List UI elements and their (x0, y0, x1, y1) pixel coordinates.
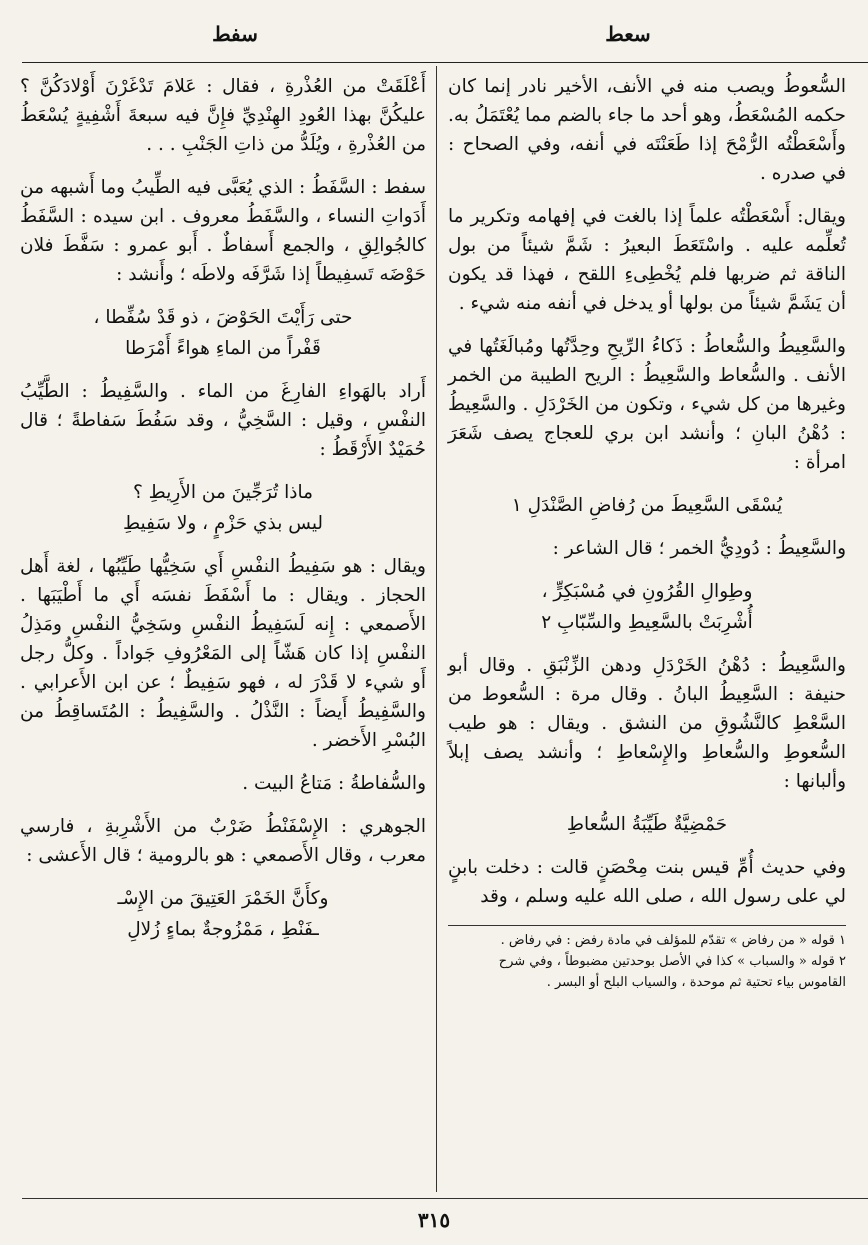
paragraph: أَراد بالهَواءِ الفارِغَ من الماء . والسَّفِيطُ : الطَّيِّبُ النفْسِ ، وقيل : السَّخِيُّ ، وقد سَفُطَ سَفاطةً ؛ قال حُمَيْدٌ الأَرْقَطُ : (20, 381, 426, 460)
verse-line: حتى رَأَيْتَ الحَوْضَ ، ذو قَدْ سُفِّطا ، (93, 307, 353, 328)
paragraph: ويقال : هو سَفِيطُ النفْسِ أَي سَخِيُّها طَيِّبُها ، لغة أَهل الحجاز . ويقال : ما أَسْفَطَ نفسَه أَي ما أَطْيَبَها . الأَصمعي : إِنه لَسَفِيطُ النفْسِ وسَخِيُّ النفْسِ ومَذِلُ النفْسِ إذا كان هَشّاً إلى المَعْرُوفِ جَواداً . وكلُّ رجل أَو شيء لا قَدْرَ له ، فهو سَفِيطٌ ؛ عن ابن الأَعرابي . والسَّفِيطُ أَيضاً : النَّذْلُ . والسَّفِيطُ : المُتَساقِطُ من البُسْرِ الأَخضر . (20, 556, 426, 751)
verse-line: ليس بذي حَزْمٍ ، ولا سَفِيطِ (122, 513, 324, 534)
entry-paragraph: سفط : السَّفَطُ : الذي يُعَبَّى فيه الطِّيبُ وما أَشبهه من أَدَواتِ النساء ، والسَّفَطُ معروف . ابن سيده : السَّفَطُ كالجُوالِقِ ، والجمع أَسفاطٌ . أَبو عمرو : سَفَّطَ فلان حَوْضَه تَسفِيطاً إذا شَرَّفَه ولاطَه ؛ وأَنشد : (20, 177, 426, 285)
verse-line: قَفْراً من الماءِ هواءً أَمْرَطا (125, 338, 321, 359)
paragraph: والسَّعِيطُ : دُودِيُّ الخمر ؛ قال الشاعر : (552, 538, 846, 559)
left-column (20, 72, 426, 958)
paragraph: السُّعوطُ ويصب منه في الأنف، الأخير نادر إنما كان حكمه المُسْعَطُ، وهو أحد ما جاء بالضم مما يُعْتَمَلُ به. وأَسْعَطْتُه الرُّمْحَ إذا طَعَنْتَه في أنفه، وفي الصحاح : في صدره . (448, 76, 846, 184)
verse-line: ـفَنْطِ ، مَمْزُوجةٌ بماءٍ زُلالِ (127, 919, 319, 940)
verse (20, 884, 426, 944)
paragraph: ويقال: أَسْعَطْتُه علماً إذا بالغت في إفهامه وتكرير ما تُعلِّمه عليه . واسْتَعَطَ البعيرُ : شَمَّ شيئاً من بول الناقة ثم ضربها فلم يُخْطِىءِ اللقح ، فهذا قد يكون أن يَشَمَّ شيئاً من بولها أو يدخل في أنفه منه شيء . (448, 206, 846, 314)
verse-line: يُسْقَى السَّعِيطَ من رُفاضِ الصَّنْدَلِ ١ (511, 495, 783, 516)
running-head-right: سعط (605, 22, 651, 46)
right-column (448, 72, 846, 993)
verse (448, 491, 846, 520)
paragraph: والسُّفاطةُ : مَتاعُ البيت . (242, 773, 426, 794)
footnote-rule (448, 925, 846, 926)
footnote: ١ قوله « من رفاض » تقدّم للمؤلف في مادة رفض : في رفاض . (500, 933, 846, 948)
column-divider (436, 66, 437, 1192)
verse (20, 478, 426, 538)
verse-line: حَمْضِيَّةٌ طَيِّبَةُ السُّعاطِ (566, 814, 728, 835)
footer-rule (22, 1198, 868, 1199)
header-rule (22, 62, 868, 63)
paragraph: والسَّعِيطُ والسُّعاطُ : ذَكاءُ الرِّيحِ وحِدَّتُها ومُبالَغَتُها في الأنف . والسُّعاط والسَّعِيطُ : الريح الطيبة من الخمر وغيرها من كل شيء ، وتكون من الخَرْدَلِ . والسَّعِيطُ : دُهْنُ البانِ ؛ وأنشد ابن بري للعجاج يصف شَعَرَ امرأة : (448, 336, 846, 473)
paragraph: وفي حديث أُمِّ قيس بنت مِحْصَنٍ قالت : دخلت بابنٍ لي على رسول الله ، صلى الله عليه وسلم ، وقد (448, 857, 846, 907)
paragraph: الجوهري : الإِسْفَنْطُ ضَرْبٌ من الأَشْرِبةِ ، فارسي معرب ، وقال الأَصمعي : هو بالرومية ؛ قال الأَعشى : (20, 816, 426, 866)
verse (20, 303, 426, 363)
footnotes (448, 930, 846, 993)
verse-line: وكأَنَّ الخَمْرَ العَتِيقَ من الإِسْـ (117, 888, 329, 909)
verse-line: ماذا تُرَجِّينَ من الأَرِيطِ ؟ (132, 482, 314, 503)
verse (448, 810, 846, 839)
paragraph: أَعْلَقَتْ من العُذْرةِ ، فقال : عَلامَ تَدْغَرْنَ أَوْلادَكُنَّ ؟ عليكُنَّ بهذا العُودِ الهِنْدِيِّ فإِنَّ فيه سبعةَ أَشْفِيةٍ يُسْعَطُ من العُذْرةِ ، ويُلَدُّ من ذاتِ الجَنْبِ . . . (20, 76, 426, 155)
verse-line: أُشْرِبَتْ بالسَّعِيطِ والسِّبّابِ ٢ (541, 612, 753, 633)
paragraph: والسَّعِيطُ : دُهْنُ الخَرْدَلِ ودهن الزِّنْبَقِ . وقال أبو حنيفة : السَّعِيطُ البانُ . وقال مرة : السُّعوط من السَّعْطِ كالنَّشُوقِ من النشق . ويقال : هو طيب السُّعوطِ والسُّعاطِ والإِسْعاطِ ؛ وأنشد يصف إبلاً وألبانها : (448, 655, 846, 792)
footnote: ٢ قوله « والسباب » كذا في الأصل بوحدتين مضبوطاً ، وفي شرح القاموس بياء تحتية ثم موحدة ، والسياب البلح أو البسر . (498, 954, 846, 990)
verse (448, 577, 846, 637)
verse-line: وطِوالِ القُرُونِ في مُسْبَكِرٍّ ، (541, 581, 753, 602)
page-number: ٣١٥ (417, 1208, 451, 1232)
running-head-left: سفط (212, 22, 258, 46)
